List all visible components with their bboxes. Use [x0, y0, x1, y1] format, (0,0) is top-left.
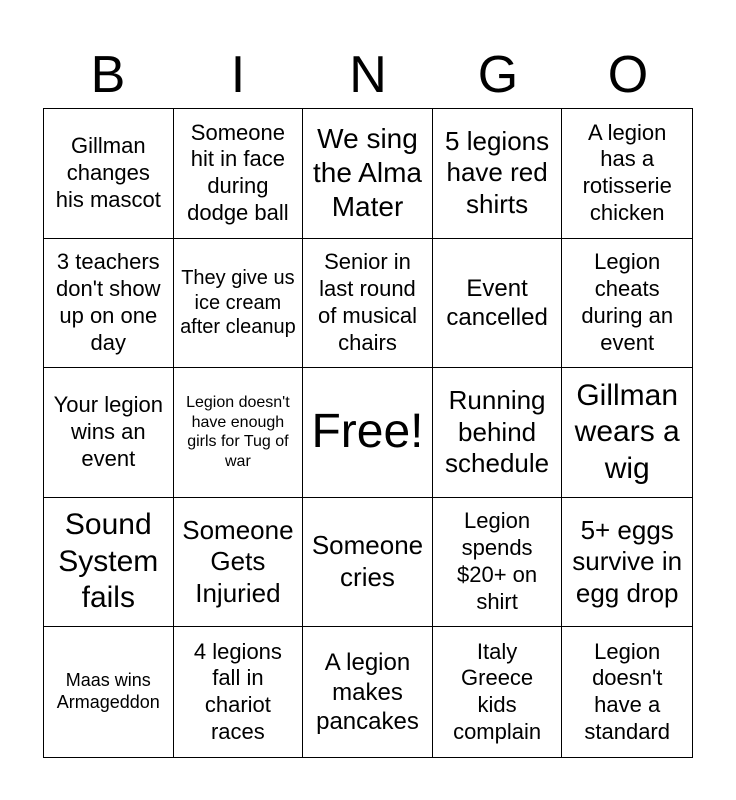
bingo-header: [43, 42, 693, 108]
cell-text: Gillman changes his mascot: [55, 133, 161, 212]
bingo-cell[interactable]: [433, 239, 563, 369]
bingo-cell[interactable]: [433, 109, 563, 239]
header-letter-n: N: [349, 46, 387, 104]
bingo-cell[interactable]: [562, 109, 692, 239]
cell-text: 3 teachers don't show up on one day: [56, 249, 161, 355]
bingo-cell[interactable]: [433, 368, 563, 498]
cell-text: Senior in last round of musical chairs: [317, 249, 418, 355]
cell-text: Running behind schedule: [445, 384, 550, 479]
cell-text: Sound System fails: [58, 508, 159, 615]
cell-text: Someone Gets Injuried: [182, 514, 294, 608]
cell-text: Someone cries: [311, 530, 424, 593]
cell-text: Legion doesn't have a standard: [584, 638, 670, 745]
bingo-cell[interactable]: [433, 498, 563, 628]
bingo-cell[interactable]: [174, 109, 304, 239]
header-letter-g: G: [477, 46, 519, 104]
header-letter-o: O: [607, 46, 649, 104]
bingo-cell[interactable]: [44, 109, 174, 239]
bingo-cell-free[interactable]: [303, 368, 433, 498]
cell-text: Free!: [311, 405, 424, 459]
bingo-cell[interactable]: [174, 498, 304, 628]
bingo-cell[interactable]: [562, 498, 692, 628]
bingo-board: [43, 108, 693, 758]
bingo-cell[interactable]: [303, 498, 433, 628]
bingo-cell[interactable]: [174, 239, 304, 369]
cell-text: 5 legions have red shirts: [445, 125, 550, 220]
cell-text: Italy Greece kids complain: [453, 638, 542, 745]
cell-text: A legion makes pancakes: [316, 649, 419, 735]
cell-text: 4 legions fall in chariot races: [193, 638, 282, 745]
cell-text: We sing the Alma Mater: [313, 123, 422, 223]
cell-text: Legion doesn't have enough girls for Tug of war: [186, 394, 290, 470]
cell-text: A legion has a rotisserie chicken: [582, 119, 672, 226]
cell-text: Legion spends $20+ on shirt: [457, 508, 538, 614]
cell-text: Someone hit in face during dodge ball: [187, 119, 289, 226]
cell-text: Gillman wears a wig: [574, 378, 680, 485]
bingo-cell[interactable]: [303, 627, 433, 757]
bingo-cell[interactable]: [44, 368, 174, 498]
bingo-cell[interactable]: [562, 627, 692, 757]
cell-text: They give us ice cream after cleanup: [180, 267, 296, 339]
bingo-cell[interactable]: [303, 109, 433, 239]
bingo-cell[interactable]: [44, 627, 174, 757]
bingo-cell[interactable]: [562, 368, 692, 498]
cell-text: Maas wins Armageddon: [56, 670, 160, 713]
bingo-cell[interactable]: [562, 239, 692, 369]
cell-text: 5+ eggs survive in egg drop: [572, 514, 683, 608]
bingo-cell[interactable]: [433, 627, 563, 757]
header-letter-b: B: [90, 46, 126, 104]
cell-text: Your legion wins an event: [53, 392, 163, 471]
bingo-cell[interactable]: [174, 627, 304, 757]
header-letter-i: I: [230, 46, 246, 104]
bingo-cell[interactable]: [44, 239, 174, 369]
bingo-cell[interactable]: [303, 239, 433, 369]
cell-text: Event cancelled: [446, 274, 548, 331]
bingo-cell[interactable]: [174, 368, 304, 498]
cell-text: Legion cheats during an event: [581, 249, 674, 355]
bingo-cell[interactable]: [44, 498, 174, 628]
